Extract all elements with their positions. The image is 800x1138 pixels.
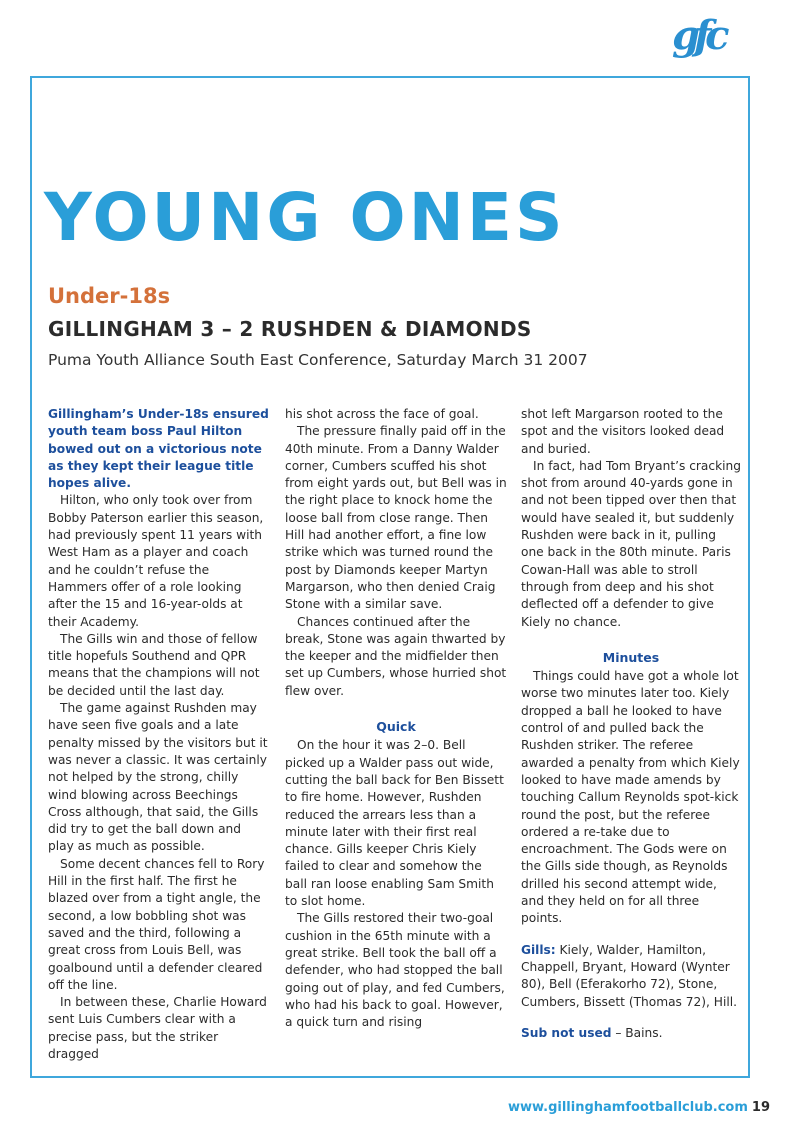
match-headline: GILLINGHAM 3 – 2 RUSHDEN & DIAMONDS xyxy=(48,317,532,341)
article-lead: Gillingham’s Under-18s ensured youth team boss Paul Hilton bowed out on a victorious note as they kept their league title hopes alive. xyxy=(48,407,269,491)
article-paragraph: In between these, Charlie Howard sent Luis Cumbers clear with a precise pass, but the striker dragged xyxy=(48,995,267,1061)
article-paragraph: The Gills restored their two-goal cushion in the 65th minute with a great strike. Bell took the ball off a defender, who had stopped the ball going out of play, and fed Cumbers, who had his back to goal. However, a quick turn and rising xyxy=(285,911,505,1030)
page-number: 19 xyxy=(751,1100,770,1115)
article-paragraph: On the hour it was 2–0. Bell picked up a Walder pass out wide, cutting the ball back for Ben Bissett to fire home. However, Rushden reduced the arrears less than a minute later with their first real chance. Gills keeper Chris Kiely failed to clear and somehow the ball ran loose enabling Sam Smith to slot home. xyxy=(285,738,504,909)
match-subheading: Puma Youth Alliance South East Conference, Saturday March 31 2007 xyxy=(48,351,588,369)
subheading-quick: Quick xyxy=(376,719,416,735)
article-paragraph: Things could have got a whole lot worse two minutes later too. Kiely dropped a ball he looked to have control of and pulled back the Rushden striker. The referee awarded a penalty from which Kiely looked to have made amends by touching Callum Reynolds spot-kick round the post, but the referee ordered a re-take due to encroachment. The Gods were on the Gills side though, as Reynolds drilled his second attempt wide, and they held on for all three points. xyxy=(521,669,740,926)
footer-url: www.gillinghamfootballclub.com xyxy=(507,1100,748,1115)
team-list: Kiely, Walder, Hamilton, Chappell, Bryant, Howard (Wynter 80), Bell (Eferakorho 72), Stone, Cumbers, Bissett (Thomas 72), Hill. xyxy=(521,942,737,1009)
article-paragraph: The game against Rushden may have seen five goals and a late penalty missed by the visitors but it was never a classic. It was certainly not helped by the strong, chilly wind blowing across Beechings Cross although, that said, the Gills did try to get the ball down and play as much as possible. xyxy=(48,701,268,854)
article-paragraph: The Gills win and those of fellow title hopefuls Southend and QPR means that the champions will not be decided until the last day. xyxy=(48,631,260,698)
article-paragraph: Hilton, who only took over from Bobby Paterson earlier this season, had previously spent 11 years with West Ham as a player and coach and he couldn’t refuse the Hammers offer of a role looking after the 15 and 16-year-olds at their Academy. xyxy=(48,493,264,629)
article-column-2 xyxy=(285,406,507,1031)
article-paragraph: Some decent chances fell to Rory Hill in the first half. The first he blazed over from a tight angle, the second, a low bobbling shot was saved and the third, following a great cross from Louis Bell, was goalbound until a defender cleared off the line. xyxy=(48,856,265,992)
section-label: Under-18s xyxy=(48,284,171,308)
article-column-1 xyxy=(48,406,270,1063)
article-paragraph: Chances continued after the break, Stone was again thwarted by the keeper and the midfielder then set up Cumbers, whose hurried shot flew over. xyxy=(285,614,507,698)
article-paragraph: shot left Margarson rooted to the spot and the visitors looked dead and buried. xyxy=(521,407,725,456)
article-paragraph: his shot across the face of goal. xyxy=(285,407,479,421)
subs-label: Sub not used xyxy=(521,1025,612,1040)
subs-line xyxy=(521,1025,741,1042)
page-footer xyxy=(508,1100,770,1115)
team-lineup xyxy=(521,942,741,1011)
team-label: Gills: xyxy=(521,942,556,957)
subheading-minutes: Minutes xyxy=(602,649,660,665)
page-title: YOUNG ONES xyxy=(44,179,566,256)
club-logo: gfc xyxy=(672,12,724,59)
article-paragraph: In fact, had Tom Bryant’s cracking shot from around 40-yards gone in and not been tipped over then that would have sealed it, but suddenly Rushden were back in it, pulling one back in the 80th minute. Paris Cowan-Hall was able to stroll through from deep and his shot deflected off a defender to give Kiely no chance. xyxy=(521,458,741,629)
subs-list: – Bains. xyxy=(611,1025,663,1040)
article-column-3 xyxy=(521,406,741,1042)
article-paragraph: The pressure finally paid off in the 40th minute. From a Danny Walder corner, Cumbers scuffed his shot from eight yards out, but Bell was in the right place to knock home the loose ball from close range. Then Hill had another effort, a fine low strike which was turned round the post by Diamonds keeper Martyn Margarson, who then denied Craig Stone with a similar save. xyxy=(285,424,507,612)
